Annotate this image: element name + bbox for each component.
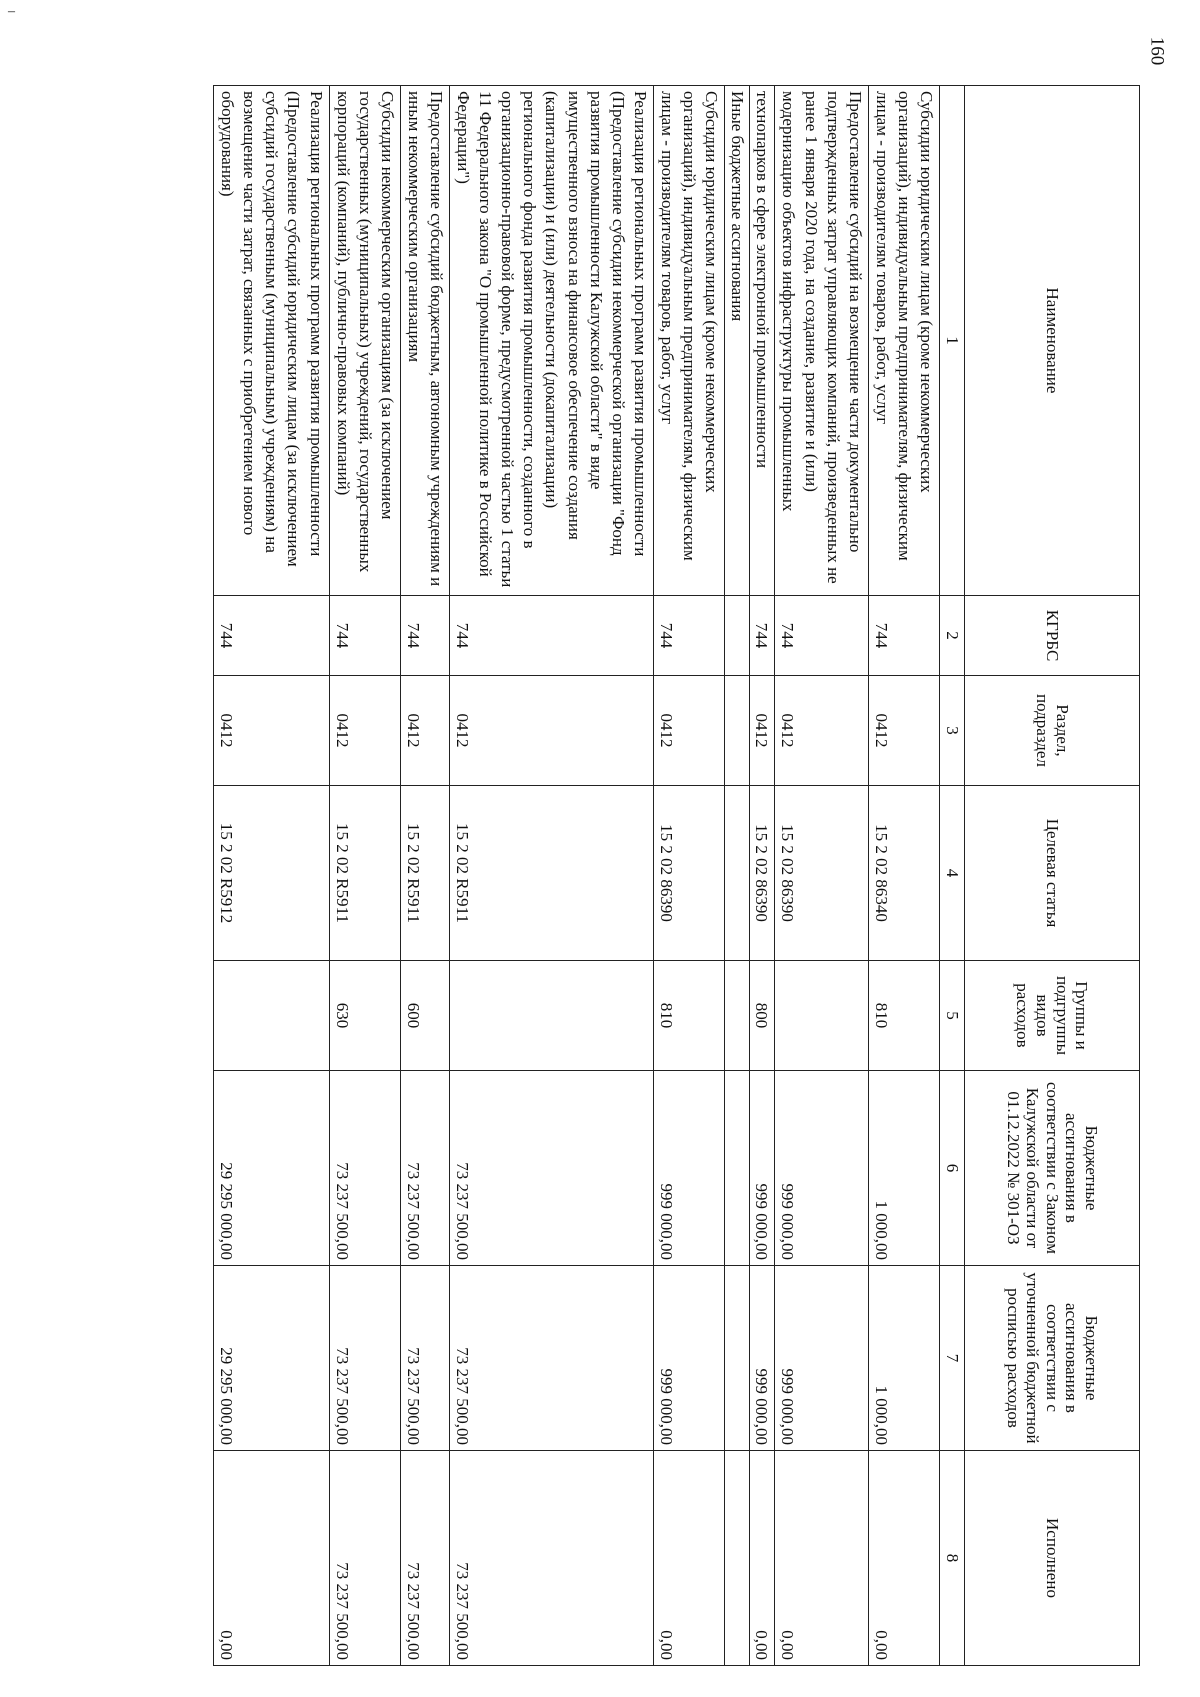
budget-table bbox=[213, 85, 1140, 1666]
row-kgrbs: 744 bbox=[775, 596, 868, 676]
row-name: Субсидии некоммерческим организациям (за исключением государственных (муниципальных) учреждений, государственных корпораций (компаний), публично-правовых компаний) bbox=[329, 86, 400, 596]
row-law: 29 295 000,00 bbox=[214, 1071, 329, 1266]
row-executed: 73 237 500,00 bbox=[329, 1451, 400, 1666]
column-number: 3 bbox=[940, 676, 965, 786]
row-section: 0412 bbox=[775, 676, 868, 786]
row-target: 15 2 02 R5911 bbox=[400, 786, 449, 961]
row-name: Предоставление субсидий бюджетным, автономным учреждениям и иным некоммерческим организациям bbox=[400, 86, 449, 596]
column-number-row bbox=[940, 86, 965, 1666]
row-section: 0412 bbox=[400, 676, 449, 786]
row-refined: 73 237 500,00 bbox=[450, 1266, 654, 1451]
row-law: 999 000,00 bbox=[653, 1071, 724, 1266]
row-section: 0412 bbox=[329, 676, 400, 786]
row-group: 630 bbox=[329, 961, 400, 1071]
header-name: Наименование bbox=[965, 86, 1140, 596]
page-dash: – bbox=[8, 4, 15, 19]
row-group: 810 bbox=[653, 961, 724, 1071]
row-target: 15 2 02 86390 bbox=[750, 786, 775, 961]
row-group: 800 bbox=[750, 961, 775, 1071]
row-kgrbs: 744 bbox=[750, 596, 775, 676]
table-row bbox=[214, 86, 329, 1666]
table-row bbox=[329, 86, 400, 1666]
row-executed: 0,00 bbox=[750, 1451, 775, 1666]
row-law: 73 237 500,00 bbox=[450, 1071, 654, 1266]
table-row bbox=[750, 86, 775, 1666]
row-executed: 73 237 500,00 bbox=[450, 1451, 654, 1666]
column-number: 4 bbox=[940, 786, 965, 961]
header-groups: Группы и подгруппы видов расходов bbox=[965, 961, 1140, 1071]
row-executed: 0,00 bbox=[214, 1451, 329, 1666]
row-law bbox=[725, 1071, 750, 1266]
row-law: 73 237 500,00 bbox=[329, 1071, 400, 1266]
row-refined: 999 000,00 bbox=[750, 1266, 775, 1451]
header-executed: Исполнено bbox=[965, 1451, 1140, 1666]
row-section: 0412 bbox=[868, 676, 939, 786]
row-executed: 73 237 500,00 bbox=[400, 1451, 449, 1666]
row-target: 15 2 02 86340 bbox=[868, 786, 939, 961]
table-row bbox=[775, 86, 868, 1666]
row-target: 15 2 02 86390 bbox=[653, 786, 724, 961]
column-number: 6 bbox=[940, 1071, 965, 1266]
row-law: 73 237 500,00 bbox=[400, 1071, 449, 1266]
row-kgrbs: 744 bbox=[450, 596, 654, 676]
row-group bbox=[450, 961, 654, 1071]
row-refined: 999 000,00 bbox=[653, 1266, 724, 1451]
column-number: 1 bbox=[940, 86, 965, 596]
row-kgrbs: 744 bbox=[214, 596, 329, 676]
row-law: 999 000,00 bbox=[775, 1071, 868, 1266]
header-row bbox=[965, 86, 1140, 1666]
row-group: 600 bbox=[400, 961, 449, 1071]
row-target: 15 2 02 86390 bbox=[775, 786, 868, 961]
row-executed: 0,00 bbox=[653, 1451, 724, 1666]
column-number: 5 bbox=[940, 961, 965, 1071]
row-name: Реализация региональных программ развития промышленности (Предоставление субсидий юридическим лицам (за исключением субсидий государственным (муниципальным) учреждениям) на возмещение части затрат, связанных с приобретением нового оборудования) bbox=[214, 86, 329, 596]
row-target: 15 2 02 R5911 bbox=[329, 786, 400, 961]
page-number: 160 bbox=[1145, 36, 1167, 66]
row-name: Субсидии юридическим лицам (кроме некоммерческих организаций), индивидуальным предпринимателям, физическим лицам - производителям товаров, работ, услуг bbox=[868, 86, 939, 596]
row-refined: 73 237 500,00 bbox=[329, 1266, 400, 1451]
row-kgrbs bbox=[725, 596, 750, 676]
header-kgrbs: КГРБС bbox=[965, 596, 1140, 676]
rotated-page bbox=[100, 85, 1140, 1665]
row-executed bbox=[725, 1451, 750, 1666]
row-kgrbs: 744 bbox=[653, 596, 724, 676]
row-kgrbs: 744 bbox=[868, 596, 939, 676]
header-section: Раздел, подраздел bbox=[965, 676, 1140, 786]
row-name: Иные бюджетные ассигнования bbox=[725, 86, 750, 596]
row-refined: 73 237 500,00 bbox=[400, 1266, 449, 1451]
row-group bbox=[214, 961, 329, 1071]
row-section: 0412 bbox=[653, 676, 724, 786]
header-target: Целевая статья bbox=[965, 786, 1140, 961]
row-section: 0412 bbox=[750, 676, 775, 786]
table-row bbox=[653, 86, 724, 1666]
column-number: 7 bbox=[940, 1266, 965, 1451]
row-name: Реализация региональных программ развития промышленности (Предоставление субсидии некоммерческой организации "Фонд развития промышленности Калужской области" в виде имущественного взноса на финансовое обеспечение создания (капитализации) и (или) деятельности (докапитализации) регионального фонда развития промышленности, созданного в организационно-правовой форме, предусмотренной частью 1 статьи 11 Федерального закона "О промышленной политике в Российской Федерации") bbox=[450, 86, 654, 596]
column-number: 8 bbox=[940, 1451, 965, 1666]
row-name: технопарков в сфере электронной промышленности bbox=[750, 86, 775, 596]
table-row bbox=[725, 86, 750, 1666]
table-row bbox=[450, 86, 654, 1666]
row-refined: 29 295 000,00 bbox=[214, 1266, 329, 1451]
row-section: 0412 bbox=[450, 676, 654, 786]
row-law: 999 000,00 bbox=[750, 1071, 775, 1266]
row-group bbox=[775, 961, 868, 1071]
table-row bbox=[868, 86, 939, 1666]
row-target bbox=[725, 786, 750, 961]
row-section bbox=[725, 676, 750, 786]
row-group bbox=[725, 961, 750, 1071]
header-law: Бюджетные ассигнования в соответствии с Законом Калужской области от 01.12.2022 № 301-ОЗ bbox=[965, 1071, 1140, 1266]
budget-sheet bbox=[100, 85, 1140, 1665]
row-group: 810 bbox=[868, 961, 939, 1071]
row-executed: 0,00 bbox=[868, 1451, 939, 1666]
row-executed: 0,00 bbox=[775, 1451, 868, 1666]
row-kgrbs: 744 bbox=[329, 596, 400, 676]
table-row bbox=[400, 86, 449, 1666]
column-number: 2 bbox=[940, 596, 965, 676]
row-target: 15 2 02 R5912 bbox=[214, 786, 329, 961]
row-kgrbs: 744 bbox=[400, 596, 449, 676]
row-law: 1 000,00 bbox=[868, 1071, 939, 1266]
row-refined: 999 000,00 bbox=[775, 1266, 868, 1451]
row-target: 15 2 02 R5911 bbox=[450, 786, 654, 961]
row-refined bbox=[725, 1266, 750, 1451]
row-name: Субсидии юридическим лицам (кроме некоммерческих организаций), индивидуальным предпринимателям, физическим лицам - производителям товаров, работ, услуг bbox=[653, 86, 724, 596]
row-refined: 1 000,00 bbox=[868, 1266, 939, 1451]
header-refined: Бюджетные ассигнования в соответствии с уточненной бюджетной росписью расходов bbox=[965, 1266, 1140, 1451]
row-section: 0412 bbox=[214, 676, 329, 786]
row-name: Предоставление субсидий на возмещение части документально подтвержденных затрат управляющих компаний, произведенных не ранее 1 января 2020 года, на создание, развитие и (или) модернизацию объектов инфраструктуры промышленных bbox=[775, 86, 868, 596]
